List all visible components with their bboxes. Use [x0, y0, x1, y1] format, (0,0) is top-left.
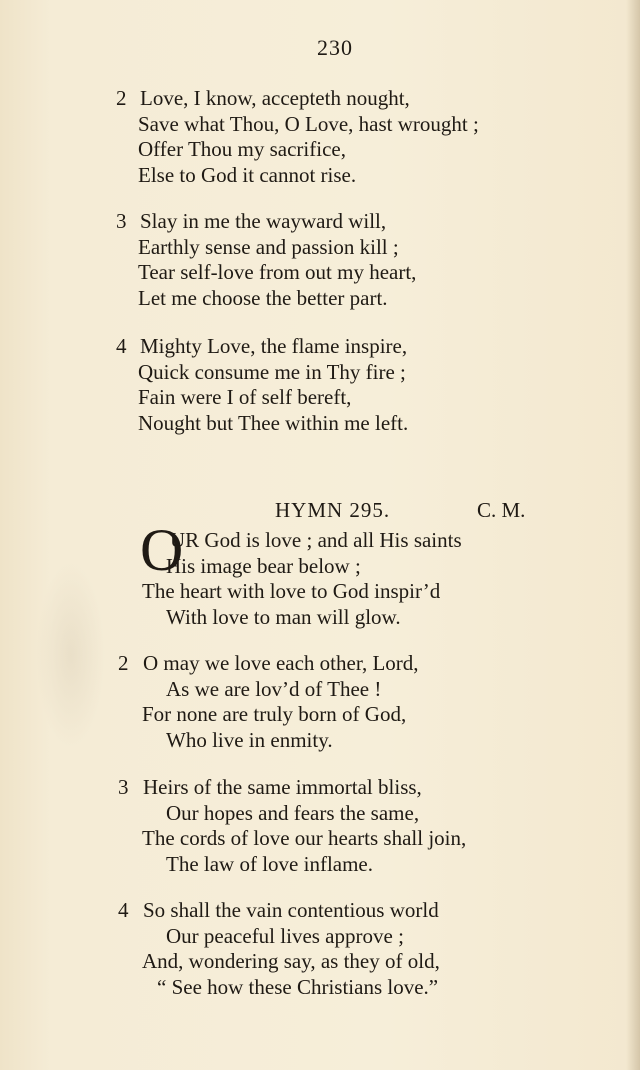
stanza-line: Let me choose the better part. — [138, 285, 388, 310]
stanza-2 — [0, 651, 419, 753]
stanza-line: 3 Slay in me the wayward will, — [116, 209, 387, 233]
stanza-line: The cords of love our hearts shall join, — [142, 826, 467, 850]
stanza-number: 2 — [116, 86, 127, 110]
stanza-line: His image bear below ; — [166, 553, 361, 578]
stanza-4-previous-hymn — [0, 334, 409, 436]
stanza-number: 4 — [116, 334, 127, 358]
stanza-line: The heart with love to God inspir’d — [142, 579, 441, 603]
stanza-line: For none are truly born of God, — [142, 702, 407, 726]
stanza-line: 2 O may we love each other, Lord, — [118, 651, 419, 675]
stanza-line: The law of love inflame. — [166, 851, 374, 876]
stanza-line: 4 So shall the vain contentious world — [118, 898, 439, 922]
stanza-line: Offer Thou my sacrifice, — [138, 137, 346, 161]
stanza-line: Nought but Thee within me left. — [138, 410, 409, 435]
stanza-2-previous-hymn — [0, 86, 479, 188]
stanza-3 — [0, 775, 467, 877]
stanza-number: 4 — [118, 898, 129, 922]
stanza-line: Else to God it cannot rise. — [138, 162, 357, 187]
drop-cap: O — [140, 517, 184, 583]
stanza-line: Our hopes and fears the same, — [166, 800, 420, 825]
stanza-line: 2 Love, I know, accepteth nought, — [116, 86, 410, 110]
stanza-line: Tear self-love from out my heart, — [138, 260, 417, 284]
stanza-line: Our peaceful lives approve ; — [166, 923, 404, 948]
stanza-line: “ See how these Christians love.” — [157, 974, 439, 999]
stanza-line: Earthly sense and passion kill ; — [138, 234, 399, 259]
stanza-number: 2 — [118, 651, 129, 675]
page-number: 230 — [317, 35, 353, 60]
stanza-line: Save what Thou, O Love, hast wrought ; — [138, 111, 479, 136]
stanza-number: 3 — [116, 209, 127, 233]
stanza-line: 4 Mighty Love, the flame inspire, — [116, 334, 408, 358]
stanza-line: With love to man will glow. — [166, 604, 401, 629]
stanza-line: As we are lov’d of Thee ! — [166, 676, 382, 701]
stanza-number: 3 — [118, 775, 129, 799]
page-edge-shadow — [626, 0, 640, 1070]
stanza-line: Fain were I of self bereft, — [138, 385, 352, 409]
stanza-line: 3 Heirs of the same immortal bliss, — [118, 775, 422, 799]
stanza-line: Quick consume me in Thy fire ; — [138, 359, 406, 384]
stanza-line: Who live in enmity. — [166, 727, 333, 752]
stanza-4 — [0, 898, 440, 1000]
stanza-line: And, wondering say, as they of old, — [142, 949, 440, 973]
hymn-title: HYMN 295. — [275, 498, 391, 522]
stanza-line: UR God is love ; and all His saints — [170, 528, 462, 552]
stanza-1 — [0, 528, 462, 630]
stanza-3-previous-hymn — [0, 209, 417, 311]
hymn-meter: C. M. — [477, 498, 526, 522]
